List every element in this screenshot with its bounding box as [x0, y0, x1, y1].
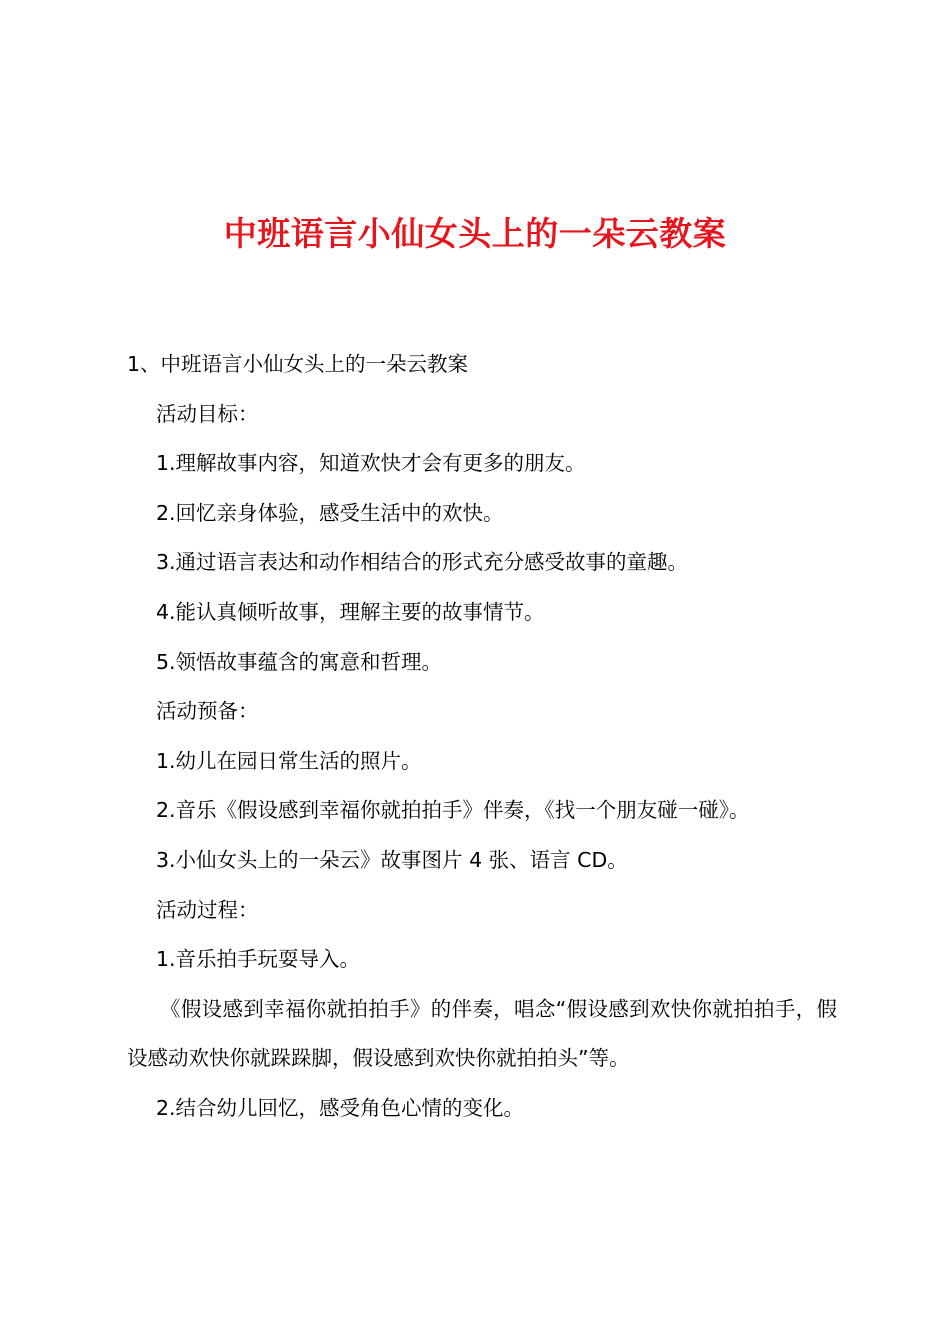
goal-item: 3.通过语言表达和动作相结合的形式充分感受故事的童趣。 — [156, 550, 689, 575]
prep-label: 活动预备： — [156, 699, 259, 724]
prep-item: 1.幼儿在园日常生活的照片。 — [156, 748, 422, 773]
process-step: 2.结合幼儿回忆，感受角色心情的变化。 — [156, 1095, 525, 1120]
goal-item: 2.回忆亲身体验，感受生活中的欢快。 — [156, 500, 504, 525]
goal-item: 5.领悟故事蕴含的寓意和哲理。 — [156, 649, 443, 674]
document-body — [127, 340, 837, 1134]
process-step-text: 《假设感到幸福你就拍拍手》的伴奏，唱念“假设感到欢快你就拍拍手，假设感动欢快你就跺跺脚，假设感到欢快你就拍拍头”等。 — [127, 996, 837, 1071]
prep-item: 2.音乐《假设感到幸福你就拍拍手》伴奏，《找一个朋友碰一碰》。 — [156, 798, 750, 823]
process-step: 1.音乐拍手玩耍导入。 — [156, 947, 361, 972]
goals-label: 活动目标： — [156, 401, 259, 426]
goal-item: 1.理解故事内容，知道欢快才会有更多的朋友。 — [156, 451, 586, 476]
process-label: 活动过程： — [156, 897, 259, 922]
goal-item: 4.能认真倾听故事，理解主要的故事情节。 — [156, 599, 545, 624]
section-heading: 1、中班语言小仙女头上的一朵云教案 — [127, 352, 469, 376]
prep-item: 3.小仙女头上的一朵云》故事图片 4 张、语言 CD。 — [156, 847, 628, 872]
document-title: 中班语言小仙女头上的一朵云教案 — [223, 214, 727, 253]
